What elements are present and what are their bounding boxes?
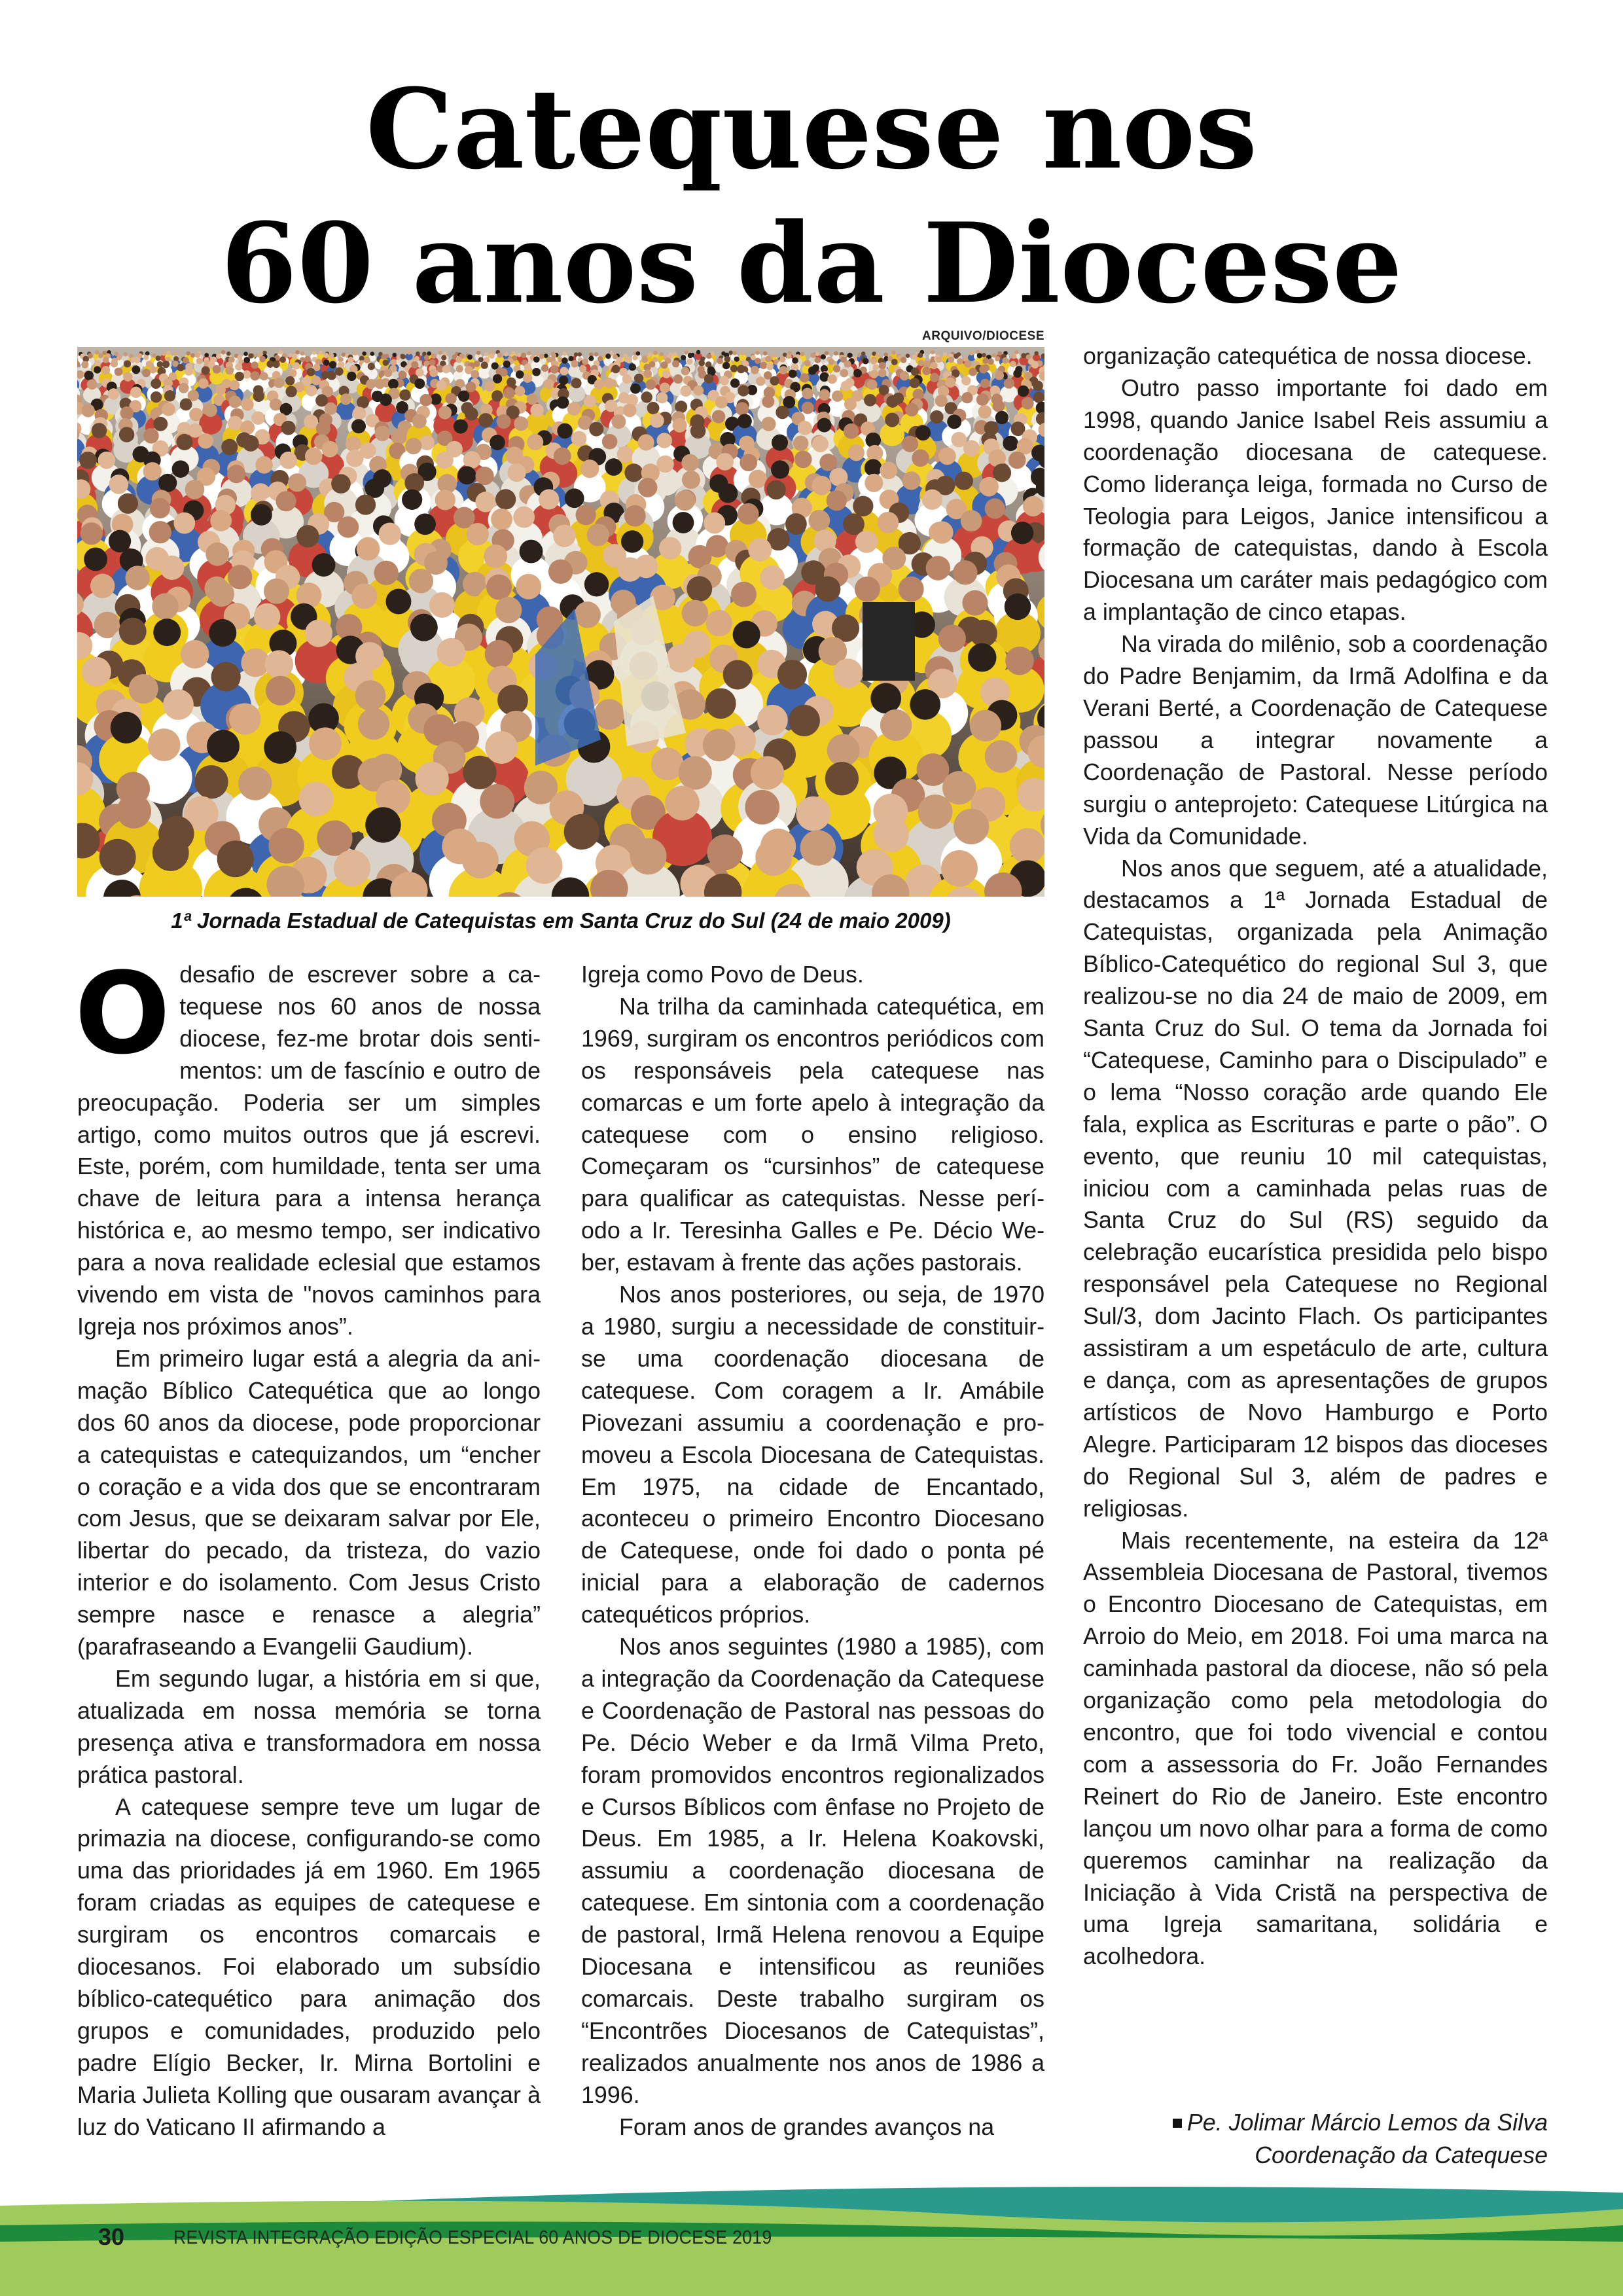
paragraph: Outro passo importante foi dado em 1998, quando Janice Isabel Reis assumiu a coordenação diocesana de catequese. Como liderança leiga, formada no Curso de Teologia para Leigos, Janice intensificou a formação de catequistas, dando à Escola Diocesana um caráter mais pedagógico com a implantação de cinco etapas. xyxy=(1083,374,1548,626)
author-role: Coordenação da Catequese xyxy=(1255,2142,1548,2168)
article-column-2 xyxy=(581,959,1044,2144)
paragraph: Nos anos que seguem, até a atualidade, destacamos a 1ª Jornada Estadual de Catequistas, organizada pela Animação Bíblico-Catequético do regional Sul 3, que realizou-se no dia 24 de maio de 2009, em Santa Cruz do Sul. O tema da Jornada foi “Catequese, Caminho para o Discipulado” e o lema “Nosso coração arde quando Ele fala, explica as Escrituras e parte o pão”. O evento, que reuniu 10 mil catequistas, iniciou com a caminhada pelas ruas de Santa Cruz do Sul (RS) seguido da celebração eucarística presidida pelo bispo responsável pela Catequese no Regional Sul/3, dom Jacinto Flach. Os participantes assistiram a um espetáculo de arte, cultura e dança, com as apresentações de grupos artísticos de Novo Hamburgo e Porto Alegre. Participaram 12 bispos das dioceses do Regional Sul 3, além de padres e religiosas. xyxy=(1083,855,1548,1522)
author-signature xyxy=(1083,2106,1548,2172)
article-title xyxy=(0,62,1623,331)
paragraph: Mais recentemente, na esteira da 12ª Assembleia Diocesana de Pastoral, tivemos o Encontro Diocesano de Catequistas, em Arroio do Meio, em 2018. Foi uma marca na caminhada pastoral da diocese, não só pela organização como pela metodologia do encontro, que foi todo vivencial e contou com a assessoria do Fr. João Fernandes Reinert do Rio de Janeiro. Este encontro lançou um novo olhar para a forma de como queremos caminhar na realização da Iniciação à Vida Cristã na perspectiva de uma Igreja samaritana, solidária e acolhedora. xyxy=(1083,1527,1548,1970)
paragraph: A catequese sempre teve um lugar de primazia na diocese, configurando-se como uma das prioridades já em 1960. Em 1965 foram criadas as equipes de catequese e surgiram os encontros comarcais e diocesanos. Foi elaborado um subsídio bíblico-catequético para animação dos grupos e comunidades, produzido pelo padre Elígio Becker, Ir. Mirna Bortolini e Maria Julieta Kolling que ousaram avançar à luz do Vaticano II afirmando a xyxy=(77,1793,541,2140)
magazine-footer-title: REVISTA INTEGRAÇÃO EDIÇÃO ESPECIAL 60 ANOS DE DIOCESE 2019 xyxy=(173,2227,772,2248)
article-column-3 xyxy=(1083,340,1548,1973)
paragraph: Nos anos posteriores, ou seja, de 1970 a 1980, surgiu a necessidade de constituir-se uma coordenação diocesana de catequese. Com coragem a Ir. Amábile Piovezani assumiu a coordenação e promoveu a Escola Diocesana de Catequistas. Em 1975, na cidade de Encantado, aconteceu o primeiro Encontro Diocesano de Catequese, onde foi dado o ponta pé inicial para a elaboração de cadernos catequéticos próprios. xyxy=(581,1282,1044,1628)
paragraph: Em primeiro lugar está a alegria da animação Bíblico Catequética que ao longo dos 60 anos da diocese, pode proporcionar a catequistas e catequizandos, um “encher o coração e a vida dos que se encontraram com Jesus, que se deixaram salvar por Ele, libertar do pecado, da tristeza, do vazio interior e do isolamento. Com Jesus Cristo sempre nasce e renasce a alegria” (parafraseando a Evangelii Gaudium). xyxy=(77,1345,541,1660)
paragraph: Em segundo lugar, a história em si que, atualizada em nossa memória se torna presença ativa e transformadora em nossa prática pastoral. xyxy=(77,1665,541,1788)
author-name: Pe. Jolimar Márcio Lemos da Silva xyxy=(1186,2109,1548,2136)
paragraph: Foram anos de grandes avanços na xyxy=(619,2113,995,2140)
paragraph: Nos anos seguintes (1980 a 1985), com a integração da Coordenação da Catequese e Coordenação de Pastoral nas pessoas do Pe. Décio Weber e da Irmã Vilma Preto, foram promovidos encontros regionalizados e Cursos Bíblicos com ênfase no Projeto de Deus. Em 1985, a Ir. Helena Koakovski, assumiu a coordenação diocesana de catequese. Em sintonia com a coordenação de pastoral, Irmã Helena renovou a Equipe Diocesana e intensificou as reuniões comarcais. Deste trabalho surgiram os “Encontrões Diocesanos de Catequistas”, realizados anualmente nos anos de 1986 a 1996. xyxy=(581,1634,1044,2108)
article-column-1 xyxy=(75,948,541,2144)
article-title-line-2: 60 anos da Diocese xyxy=(221,198,1402,328)
paragraph: Na virada do milênio, sob a coordenação do Padre Benjamim, da Irmã Adolfina e da Verani Berté, a Coordenação de Catequese passou a integrar novamente a Coordenação de Pastoral. Nesse período surgiu o anteprojeto: Catequese Litúrgica na Vida da Comunidade. xyxy=(1083,631,1548,850)
crowd-photo xyxy=(77,347,1044,897)
paragraph: Na trilha da caminhada catequética, em 1969, surgiram os encontros periódicos com os responsáveis pela catequese nas comarcas e um forte apelo à integração da catequese com o ensino religioso. Começaram os “cursinhos” de catequese para qualificar as catequistas. Nesse período a Ir. Teresinha Galles e Pe. Décio Weber, estavam à frente das ações pastorais. xyxy=(581,993,1044,1276)
page-number: 30 xyxy=(98,2223,125,2250)
paragraph: desafio de escrever sobre a catequese nos 60 anos de nossa diocese, fez-me brotar dois sentimentos: um de fascínio e outro de preocupação. Poderia ser um simples artigo, como muitos outros que já escrevi. Este, porém, com humildade, tenta ser uma chave de leitura para a intensa herança histórica e, ao mesmo tempo, ser indicativo para a nova realidade eclesial que estamos vivendo em vista de "novos caminhos para Igreja nos próximos anos”. xyxy=(77,961,541,1340)
square-bullet-icon xyxy=(1173,2119,1182,2128)
photo-caption: 1ª Jornada Estadual de Catequistas em Santa Cruz do Sul (24 de maio 2009) xyxy=(171,908,951,933)
crowd-photo-image xyxy=(77,347,1044,897)
photo-credit: ARQUIVO/DIOCESE xyxy=(922,329,1044,343)
drop-cap: O xyxy=(75,948,171,1079)
paragraph: organização catequética de nossa diocese. xyxy=(1083,343,1533,369)
paragraph: Igreja como Povo de Deus. xyxy=(581,961,864,988)
article-title-line-1: Catequese nos xyxy=(365,64,1258,194)
